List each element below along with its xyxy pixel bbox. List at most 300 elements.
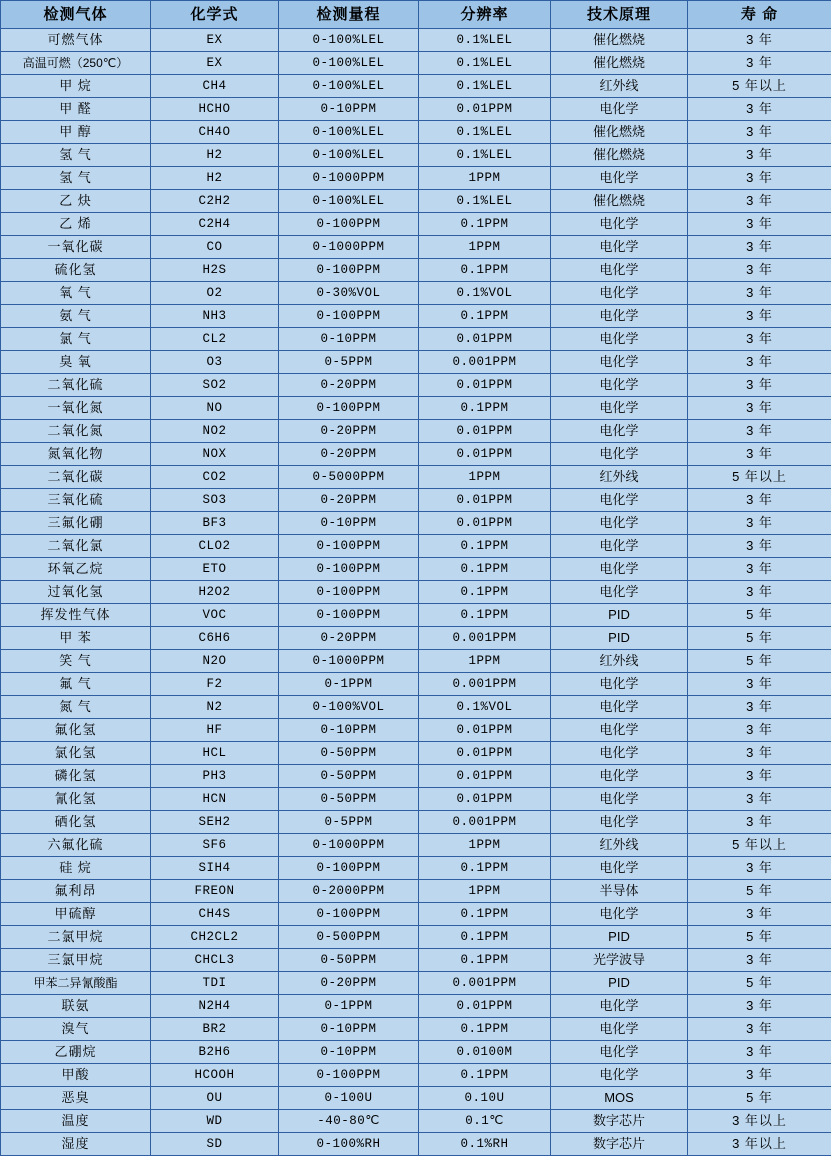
table-row — [1, 834, 831, 857]
table-row — [1, 121, 831, 144]
cell-range: 0-10PPM — [279, 1041, 419, 1064]
cell-range: 0-100PPM — [279, 305, 419, 328]
cell-formula: CH4O — [151, 121, 279, 144]
cell-resolution: 0.001PPM — [419, 673, 551, 696]
cell-principle: 电化学 — [551, 351, 688, 374]
cell-lifetime: 5 年 — [688, 604, 831, 627]
table-row — [1, 1041, 831, 1064]
cell-formula: H2S — [151, 259, 279, 282]
cell-gas-name: 一氧化氮 — [1, 397, 151, 420]
table-row — [1, 903, 831, 926]
cell-range: 0-100%LEL — [279, 75, 419, 98]
cell-resolution: 0.01PPM — [419, 420, 551, 443]
cell-range: 0-20PPM — [279, 627, 419, 650]
cell-principle: 电化学 — [551, 1064, 688, 1087]
cell-formula: SO3 — [151, 489, 279, 512]
cell-principle: 电化学 — [551, 1018, 688, 1041]
cell-lifetime: 3 年 — [688, 788, 831, 811]
cell-gas-name: 可燃气体 — [1, 29, 151, 52]
cell-principle: 电化学 — [551, 397, 688, 420]
cell-formula: CH4S — [151, 903, 279, 926]
cell-gas-name: 恶臭 — [1, 1087, 151, 1110]
cell-resolution: 0.001PPM — [419, 972, 551, 995]
cell-lifetime: 3 年 — [688, 512, 831, 535]
cell-resolution: 0.01PPM — [419, 328, 551, 351]
cell-principle: 电化学 — [551, 489, 688, 512]
cell-gas-name: 氯 气 — [1, 328, 151, 351]
cell-resolution: 0.0100M — [419, 1041, 551, 1064]
cell-lifetime: 3 年 — [688, 98, 831, 121]
cell-resolution: 0.1PPM — [419, 1064, 551, 1087]
table-row — [1, 742, 831, 765]
table-row — [1, 788, 831, 811]
cell-range: 0-500PPM — [279, 926, 419, 949]
cell-gas-name: 硒化氢 — [1, 811, 151, 834]
cell-principle: 电化学 — [551, 236, 688, 259]
table-row — [1, 719, 831, 742]
cell-range: 0-100PPM — [279, 535, 419, 558]
cell-range: 0-5PPM — [279, 351, 419, 374]
cell-range: 0-100%VOL — [279, 696, 419, 719]
table-row — [1, 351, 831, 374]
cell-formula: N2O — [151, 650, 279, 673]
column-header-resolution: 分辨率 — [419, 1, 551, 29]
cell-lifetime: 3 年 — [688, 1041, 831, 1064]
cell-formula: C2H4 — [151, 213, 279, 236]
cell-formula: CH2CL2 — [151, 926, 279, 949]
cell-gas-name: 甲苯二异氰酸酯 — [1, 972, 151, 995]
cell-principle: 电化学 — [551, 512, 688, 535]
cell-range: 0-50PPM — [279, 742, 419, 765]
cell-formula: O3 — [151, 351, 279, 374]
cell-principle: 电化学 — [551, 374, 688, 397]
cell-gas-name: 臭 氧 — [1, 351, 151, 374]
cell-principle: PID — [551, 972, 688, 995]
cell-gas-name: 氟 气 — [1, 673, 151, 696]
cell-resolution: 0.01PPM — [419, 742, 551, 765]
cell-principle: 电化学 — [551, 1041, 688, 1064]
cell-lifetime: 3 年 — [688, 949, 831, 972]
cell-principle: 催化燃烧 — [551, 52, 688, 75]
cell-lifetime: 5 年 — [688, 972, 831, 995]
cell-gas-name: 氟化氢 — [1, 719, 151, 742]
cell-resolution: 0.1%LEL — [419, 75, 551, 98]
cell-lifetime: 3 年 — [688, 328, 831, 351]
cell-resolution: 0.1PPM — [419, 949, 551, 972]
cell-principle: 电化学 — [551, 673, 688, 696]
cell-gas-name: 甲 醇 — [1, 121, 151, 144]
cell-formula: NOX — [151, 443, 279, 466]
cell-gas-name: 溴气 — [1, 1018, 151, 1041]
cell-lifetime: 3 年 — [688, 558, 831, 581]
cell-gas-name: 二氧化氮 — [1, 420, 151, 443]
cell-range: 0-1000PPM — [279, 650, 419, 673]
cell-formula: BF3 — [151, 512, 279, 535]
cell-resolution: 0.1PPM — [419, 535, 551, 558]
cell-resolution: 1PPM — [419, 466, 551, 489]
table-row — [1, 512, 831, 535]
cell-gas-name: 二氧化碳 — [1, 466, 151, 489]
cell-formula: CO2 — [151, 466, 279, 489]
cell-gas-name: 一氧化碳 — [1, 236, 151, 259]
table-row — [1, 75, 831, 98]
cell-range: 0-5000PPM — [279, 466, 419, 489]
cell-principle: 电化学 — [551, 765, 688, 788]
table-row — [1, 535, 831, 558]
cell-principle: 红外线 — [551, 466, 688, 489]
cell-gas-name: 高温可燃（250℃） — [1, 52, 151, 75]
cell-gas-name: 二氧化硫 — [1, 374, 151, 397]
cell-gas-name: 甲硫醇 — [1, 903, 151, 926]
cell-range: 0-100PPM — [279, 558, 419, 581]
cell-gas-name: 氯化氢 — [1, 742, 151, 765]
table-row — [1, 167, 831, 190]
cell-resolution: 0.01PPM — [419, 995, 551, 1018]
cell-range: 0-1PPM — [279, 995, 419, 1018]
cell-principle: 光学波导 — [551, 949, 688, 972]
cell-formula: NO2 — [151, 420, 279, 443]
cell-gas-name: 硫化氢 — [1, 259, 151, 282]
cell-range: 0-100PPM — [279, 581, 419, 604]
cell-range: 0-100%LEL — [279, 29, 419, 52]
cell-resolution: 0.1%LEL — [419, 190, 551, 213]
cell-formula: C6H6 — [151, 627, 279, 650]
column-header-lifetime: 寿 命 — [688, 1, 831, 29]
cell-range: 0-100PPM — [279, 259, 419, 282]
table-row — [1, 1018, 831, 1041]
cell-lifetime: 3 年 — [688, 995, 831, 1018]
cell-principle: 电化学 — [551, 696, 688, 719]
cell-lifetime: 5 年 — [688, 627, 831, 650]
cell-gas-name: 环氧乙烷 — [1, 558, 151, 581]
cell-lifetime: 3 年 — [688, 581, 831, 604]
cell-range: 0-20PPM — [279, 443, 419, 466]
cell-lifetime: 5 年 — [688, 1087, 831, 1110]
cell-formula: TDI — [151, 972, 279, 995]
cell-formula: H2O2 — [151, 581, 279, 604]
cell-resolution: 0.1%VOL — [419, 696, 551, 719]
cell-lifetime: 5 年 — [688, 926, 831, 949]
cell-formula: NH3 — [151, 305, 279, 328]
cell-formula: HCHO — [151, 98, 279, 121]
column-header-gas-name: 检测气体 — [1, 1, 151, 29]
cell-principle: 催化燃烧 — [551, 29, 688, 52]
cell-principle: 电化学 — [551, 305, 688, 328]
cell-range: 0-100PPM — [279, 857, 419, 880]
column-header-formula: 化学式 — [151, 1, 279, 29]
cell-lifetime: 3 年 — [688, 673, 831, 696]
cell-range: 0-100PPM — [279, 903, 419, 926]
cell-range: 0-10PPM — [279, 328, 419, 351]
cell-gas-name: 氮氧化物 — [1, 443, 151, 466]
cell-range: 0-50PPM — [279, 765, 419, 788]
cell-formula: HCL — [151, 742, 279, 765]
table-row — [1, 880, 831, 903]
cell-lifetime: 3 年 — [688, 52, 831, 75]
cell-resolution: 0.001PPM — [419, 351, 551, 374]
cell-resolution: 0.1%LEL — [419, 121, 551, 144]
cell-range: 0-20PPM — [279, 489, 419, 512]
cell-lifetime: 3 年 — [688, 719, 831, 742]
table-row — [1, 972, 831, 995]
cell-gas-name: 磷化氢 — [1, 765, 151, 788]
cell-lifetime: 3 年 — [688, 374, 831, 397]
table-row — [1, 144, 831, 167]
cell-formula: ETO — [151, 558, 279, 581]
cell-lifetime: 3 年 — [688, 903, 831, 926]
cell-principle: 电化学 — [551, 328, 688, 351]
cell-range: 0-5PPM — [279, 811, 419, 834]
cell-lifetime: 3 年 — [688, 696, 831, 719]
cell-formula: HCN — [151, 788, 279, 811]
cell-gas-name: 温度 — [1, 1110, 151, 1133]
cell-principle: PID — [551, 604, 688, 627]
cell-lifetime: 3 年 — [688, 121, 831, 144]
cell-range: 0-1000PPM — [279, 167, 419, 190]
table-row — [1, 328, 831, 351]
cell-gas-name: 氰化氢 — [1, 788, 151, 811]
table-body — [1, 29, 831, 1156]
cell-resolution: 1PPM — [419, 834, 551, 857]
cell-lifetime: 3 年 — [688, 29, 831, 52]
cell-range: 0-100PPM — [279, 213, 419, 236]
cell-formula: B2H6 — [151, 1041, 279, 1064]
cell-lifetime: 5 年以上 — [688, 75, 831, 98]
table-row — [1, 213, 831, 236]
cell-lifetime: 3 年 — [688, 282, 831, 305]
cell-gas-name: 六氟化硫 — [1, 834, 151, 857]
cell-resolution: 0.1%LEL — [419, 52, 551, 75]
cell-gas-name: 笑 气 — [1, 650, 151, 673]
cell-principle: 半导体 — [551, 880, 688, 903]
cell-gas-name: 湿度 — [1, 1133, 151, 1156]
cell-formula: H2 — [151, 144, 279, 167]
cell-resolution: 0.1PPM — [419, 604, 551, 627]
table-row — [1, 236, 831, 259]
cell-formula: FREON — [151, 880, 279, 903]
cell-gas-name: 乙 烯 — [1, 213, 151, 236]
cell-lifetime: 3 年 — [688, 236, 831, 259]
cell-resolution: 1PPM — [419, 236, 551, 259]
cell-resolution: 0.1℃ — [419, 1110, 551, 1133]
cell-formula: BR2 — [151, 1018, 279, 1041]
table-row — [1, 673, 831, 696]
cell-gas-name: 二氯甲烷 — [1, 926, 151, 949]
cell-resolution: 0.1%LEL — [419, 144, 551, 167]
table-row — [1, 1110, 831, 1133]
cell-resolution: 0.01PPM — [419, 98, 551, 121]
cell-principle: 电化学 — [551, 558, 688, 581]
cell-resolution: 0.01PPM — [419, 512, 551, 535]
table-row — [1, 374, 831, 397]
cell-range: 0-10PPM — [279, 1018, 419, 1041]
cell-formula: SIH4 — [151, 857, 279, 880]
cell-formula: HCOOH — [151, 1064, 279, 1087]
cell-principle: 电化学 — [551, 282, 688, 305]
cell-principle: PID — [551, 627, 688, 650]
cell-principle: 电化学 — [551, 995, 688, 1018]
cell-lifetime: 3 年 — [688, 351, 831, 374]
cell-gas-name: 氢 气 — [1, 144, 151, 167]
cell-principle: 电化学 — [551, 719, 688, 742]
cell-resolution: 0.01PPM — [419, 374, 551, 397]
cell-range: 0-10PPM — [279, 719, 419, 742]
cell-principle: 电化学 — [551, 857, 688, 880]
cell-principle: 电化学 — [551, 98, 688, 121]
cell-range: 0-10PPM — [279, 98, 419, 121]
cell-lifetime: 3 年 — [688, 1018, 831, 1041]
table-row — [1, 949, 831, 972]
cell-lifetime: 3 年 — [688, 167, 831, 190]
cell-formula: SO2 — [151, 374, 279, 397]
table-row — [1, 857, 831, 880]
cell-formula: PH3 — [151, 765, 279, 788]
cell-range: 0-100%RH — [279, 1133, 419, 1156]
cell-lifetime: 3 年 — [688, 213, 831, 236]
cell-lifetime: 3 年 — [688, 259, 831, 282]
cell-lifetime: 3 年 — [688, 857, 831, 880]
table-row — [1, 282, 831, 305]
cell-principle: 红外线 — [551, 650, 688, 673]
cell-gas-name: 三氧化硫 — [1, 489, 151, 512]
table-row — [1, 420, 831, 443]
cell-lifetime: 3 年 — [688, 144, 831, 167]
table-row — [1, 29, 831, 52]
cell-resolution: 0.01PPM — [419, 489, 551, 512]
cell-formula: CO — [151, 236, 279, 259]
cell-gas-name: 氮 气 — [1, 696, 151, 719]
cell-formula: CL2 — [151, 328, 279, 351]
cell-gas-name: 二氧化氯 — [1, 535, 151, 558]
cell-resolution: 0.1PPM — [419, 857, 551, 880]
cell-principle: 电化学 — [551, 259, 688, 282]
cell-formula: VOC — [151, 604, 279, 627]
table-row — [1, 765, 831, 788]
cell-principle: 催化燃烧 — [551, 144, 688, 167]
cell-lifetime: 3 年 — [688, 489, 831, 512]
cell-gas-name: 甲 苯 — [1, 627, 151, 650]
cell-range: 0-50PPM — [279, 788, 419, 811]
cell-formula: SF6 — [151, 834, 279, 857]
cell-range: 0-100%LEL — [279, 52, 419, 75]
cell-range: 0-100PPM — [279, 604, 419, 627]
cell-lifetime: 5 年以上 — [688, 834, 831, 857]
table-row — [1, 604, 831, 627]
cell-gas-name: 三氟化硼 — [1, 512, 151, 535]
cell-range: 0-1PPM — [279, 673, 419, 696]
cell-resolution: 0.1%RH — [419, 1133, 551, 1156]
cell-formula: C2H2 — [151, 190, 279, 213]
table-header-row — [1, 1, 831, 29]
cell-gas-name: 氟利昂 — [1, 880, 151, 903]
cell-range: 0-50PPM — [279, 949, 419, 972]
cell-lifetime: 5 年 — [688, 650, 831, 673]
cell-formula: EX — [151, 52, 279, 75]
cell-gas-name: 乙 炔 — [1, 190, 151, 213]
cell-lifetime: 5 年 — [688, 880, 831, 903]
cell-resolution: 1PPM — [419, 880, 551, 903]
table-row — [1, 443, 831, 466]
cell-formula: EX — [151, 29, 279, 52]
cell-resolution: 0.1PPM — [419, 305, 551, 328]
table-row — [1, 696, 831, 719]
cell-range: 0-100%LEL — [279, 190, 419, 213]
cell-range: 0-1000PPM — [279, 834, 419, 857]
cell-formula: WD — [151, 1110, 279, 1133]
table-row — [1, 1133, 831, 1156]
cell-lifetime: 5 年以上 — [688, 466, 831, 489]
cell-lifetime: 3 年 — [688, 420, 831, 443]
cell-lifetime: 3 年 — [688, 443, 831, 466]
cell-range: 0-100U — [279, 1087, 419, 1110]
cell-range: -40-80℃ — [279, 1110, 419, 1133]
cell-lifetime: 3 年 — [688, 811, 831, 834]
column-header-principle: 技术原理 — [551, 1, 688, 29]
table-row — [1, 995, 831, 1018]
cell-range: 0-2000PPM — [279, 880, 419, 903]
cell-lifetime: 3 年以上 — [688, 1133, 831, 1156]
table-header — [1, 1, 831, 29]
table-row — [1, 926, 831, 949]
cell-formula: SD — [151, 1133, 279, 1156]
table-row — [1, 259, 831, 282]
cell-gas-name: 联氨 — [1, 995, 151, 1018]
table-row — [1, 627, 831, 650]
cell-formula: CLO2 — [151, 535, 279, 558]
cell-lifetime: 3 年 — [688, 305, 831, 328]
cell-lifetime: 3 年以上 — [688, 1110, 831, 1133]
table-row — [1, 811, 831, 834]
cell-principle: 电化学 — [551, 903, 688, 926]
cell-gas-name: 三氯甲烷 — [1, 949, 151, 972]
table-row — [1, 489, 831, 512]
cell-principle: 电化学 — [551, 535, 688, 558]
cell-formula: HF — [151, 719, 279, 742]
table-row — [1, 466, 831, 489]
cell-resolution: 0.1PPM — [419, 397, 551, 420]
cell-principle: 电化学 — [551, 420, 688, 443]
cell-formula: N2 — [151, 696, 279, 719]
cell-principle: 催化燃烧 — [551, 121, 688, 144]
cell-formula: SEH2 — [151, 811, 279, 834]
cell-lifetime: 3 年 — [688, 742, 831, 765]
column-header-range: 检测量程 — [279, 1, 419, 29]
cell-resolution: 0.1PPM — [419, 926, 551, 949]
table-row — [1, 581, 831, 604]
cell-principle: MOS — [551, 1087, 688, 1110]
cell-resolution: 0.01PPM — [419, 788, 551, 811]
cell-resolution: 0.10U — [419, 1087, 551, 1110]
cell-resolution: 0.1%VOL — [419, 282, 551, 305]
cell-range: 0-1000PPM — [279, 236, 419, 259]
cell-principle: 电化学 — [551, 213, 688, 236]
cell-lifetime: 3 年 — [688, 397, 831, 420]
cell-lifetime: 3 年 — [688, 190, 831, 213]
cell-gas-name: 乙硼烷 — [1, 1041, 151, 1064]
cell-gas-name: 氨 气 — [1, 305, 151, 328]
cell-formula: O2 — [151, 282, 279, 305]
cell-resolution: 1PPM — [419, 650, 551, 673]
table-row — [1, 98, 831, 121]
cell-lifetime: 3 年 — [688, 765, 831, 788]
cell-gas-name: 硅 烷 — [1, 857, 151, 880]
cell-resolution: 0.01PPM — [419, 719, 551, 742]
cell-formula: CHCL3 — [151, 949, 279, 972]
cell-resolution: 0.1%LEL — [419, 29, 551, 52]
cell-principle: 电化学 — [551, 742, 688, 765]
table-row — [1, 1064, 831, 1087]
table-row — [1, 650, 831, 673]
